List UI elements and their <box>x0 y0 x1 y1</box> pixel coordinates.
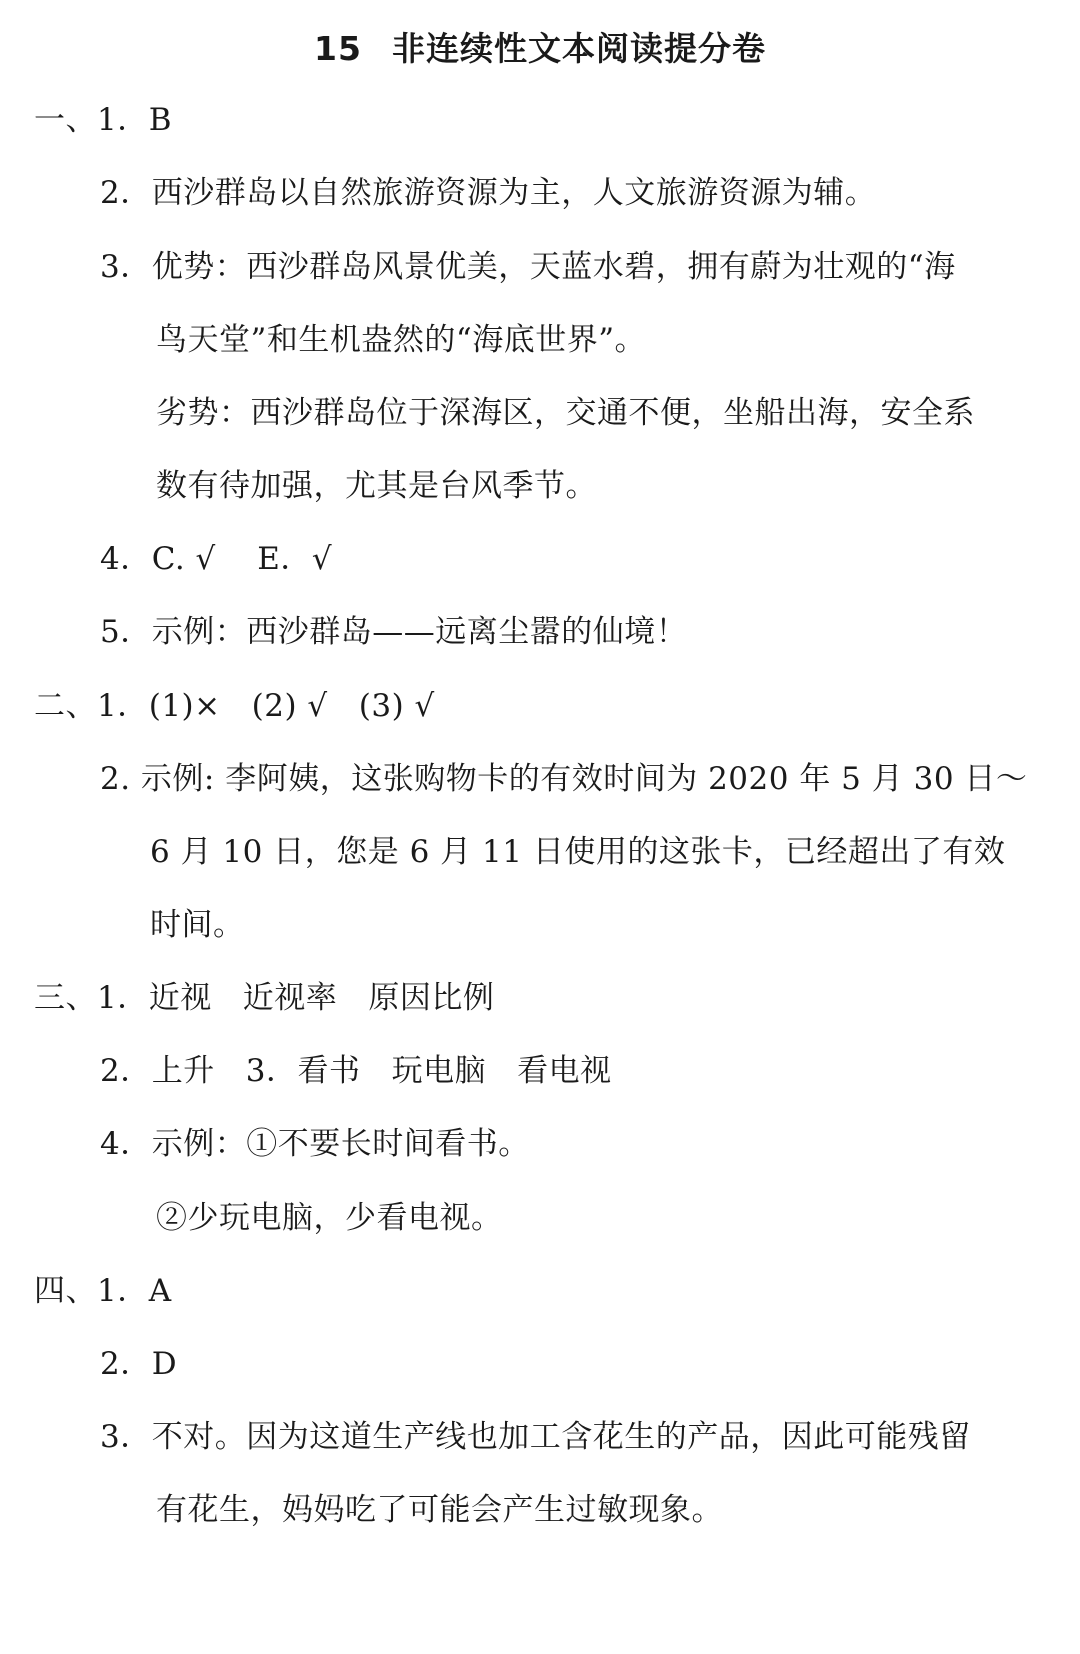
title-number: 15 <box>314 29 362 68</box>
section-3-answer-4: 4．示例：①不要长时间看书。 <box>100 1126 530 1162</box>
section-3-answer-4-cont: ②少玩电脑，少看电视。 <box>156 1200 503 1236</box>
section-4-answer-1: 四、1．A <box>34 1273 172 1309</box>
section-1-answer-1: 一、1．B <box>34 102 173 138</box>
section-2-answer-2-cont-2: 时间。 <box>150 907 245 943</box>
section-4-answer-2: 2．D <box>100 1346 178 1382</box>
section-1-answer-5: 5．示例：西沙群岛——远离尘嚣的仙境！ <box>100 614 688 650</box>
section-4-answer-3: 3．不对。因为这道生产线也加工含花生的产品，因此可能残留 <box>100 1419 971 1455</box>
section-3-answer-2-3: 2．上升 3．看书 玩电脑 看电视 <box>100 1053 612 1089</box>
section-4-answer-3-cont: 有花生，妈妈吃了可能会产生过敏现象。 <box>156 1492 723 1528</box>
section-3-answer-1: 三、1．近视 近视率 原因比例 <box>34 980 495 1016</box>
section-2-answer-1: 二、1．(1)× (2) √ (3) √ <box>34 688 435 724</box>
section-2-answer-2-cont: 6 月 10 日，您是 6 月 11 日使用的这张卡，已经超出了有效 <box>150 834 1006 870</box>
section-1-answer-3-disadvantage: 劣势：西沙群岛位于深海区，交通不便，坐船出海，安全系 <box>156 395 975 431</box>
section-1-answer-3: 3．优势：西沙群岛风景优美，天蓝水碧，拥有蔚为壮观的“海 <box>100 249 956 285</box>
section-1-answer-3-disadvantage-cont: 数有待加强，尤其是台风季节。 <box>156 468 597 504</box>
title-text: 非连续性文本阅读提分卷 <box>391 29 766 68</box>
section-1-answer-3-cont: 鸟天堂”和生机盎然的“海底世界”。 <box>156 322 647 358</box>
section-1-answer-2: 2．西沙群岛以自然旅游资源为主，人文旅游资源为辅。 <box>100 175 877 211</box>
section-2-answer-2: 2. 示例: 李阿姨，这张购物卡的有效时间为 2020 年 5 月 30 日～ <box>100 761 1028 797</box>
page-title <box>0 24 1080 74</box>
section-1-answer-4: 4．C. √ E．√ <box>100 541 333 577</box>
